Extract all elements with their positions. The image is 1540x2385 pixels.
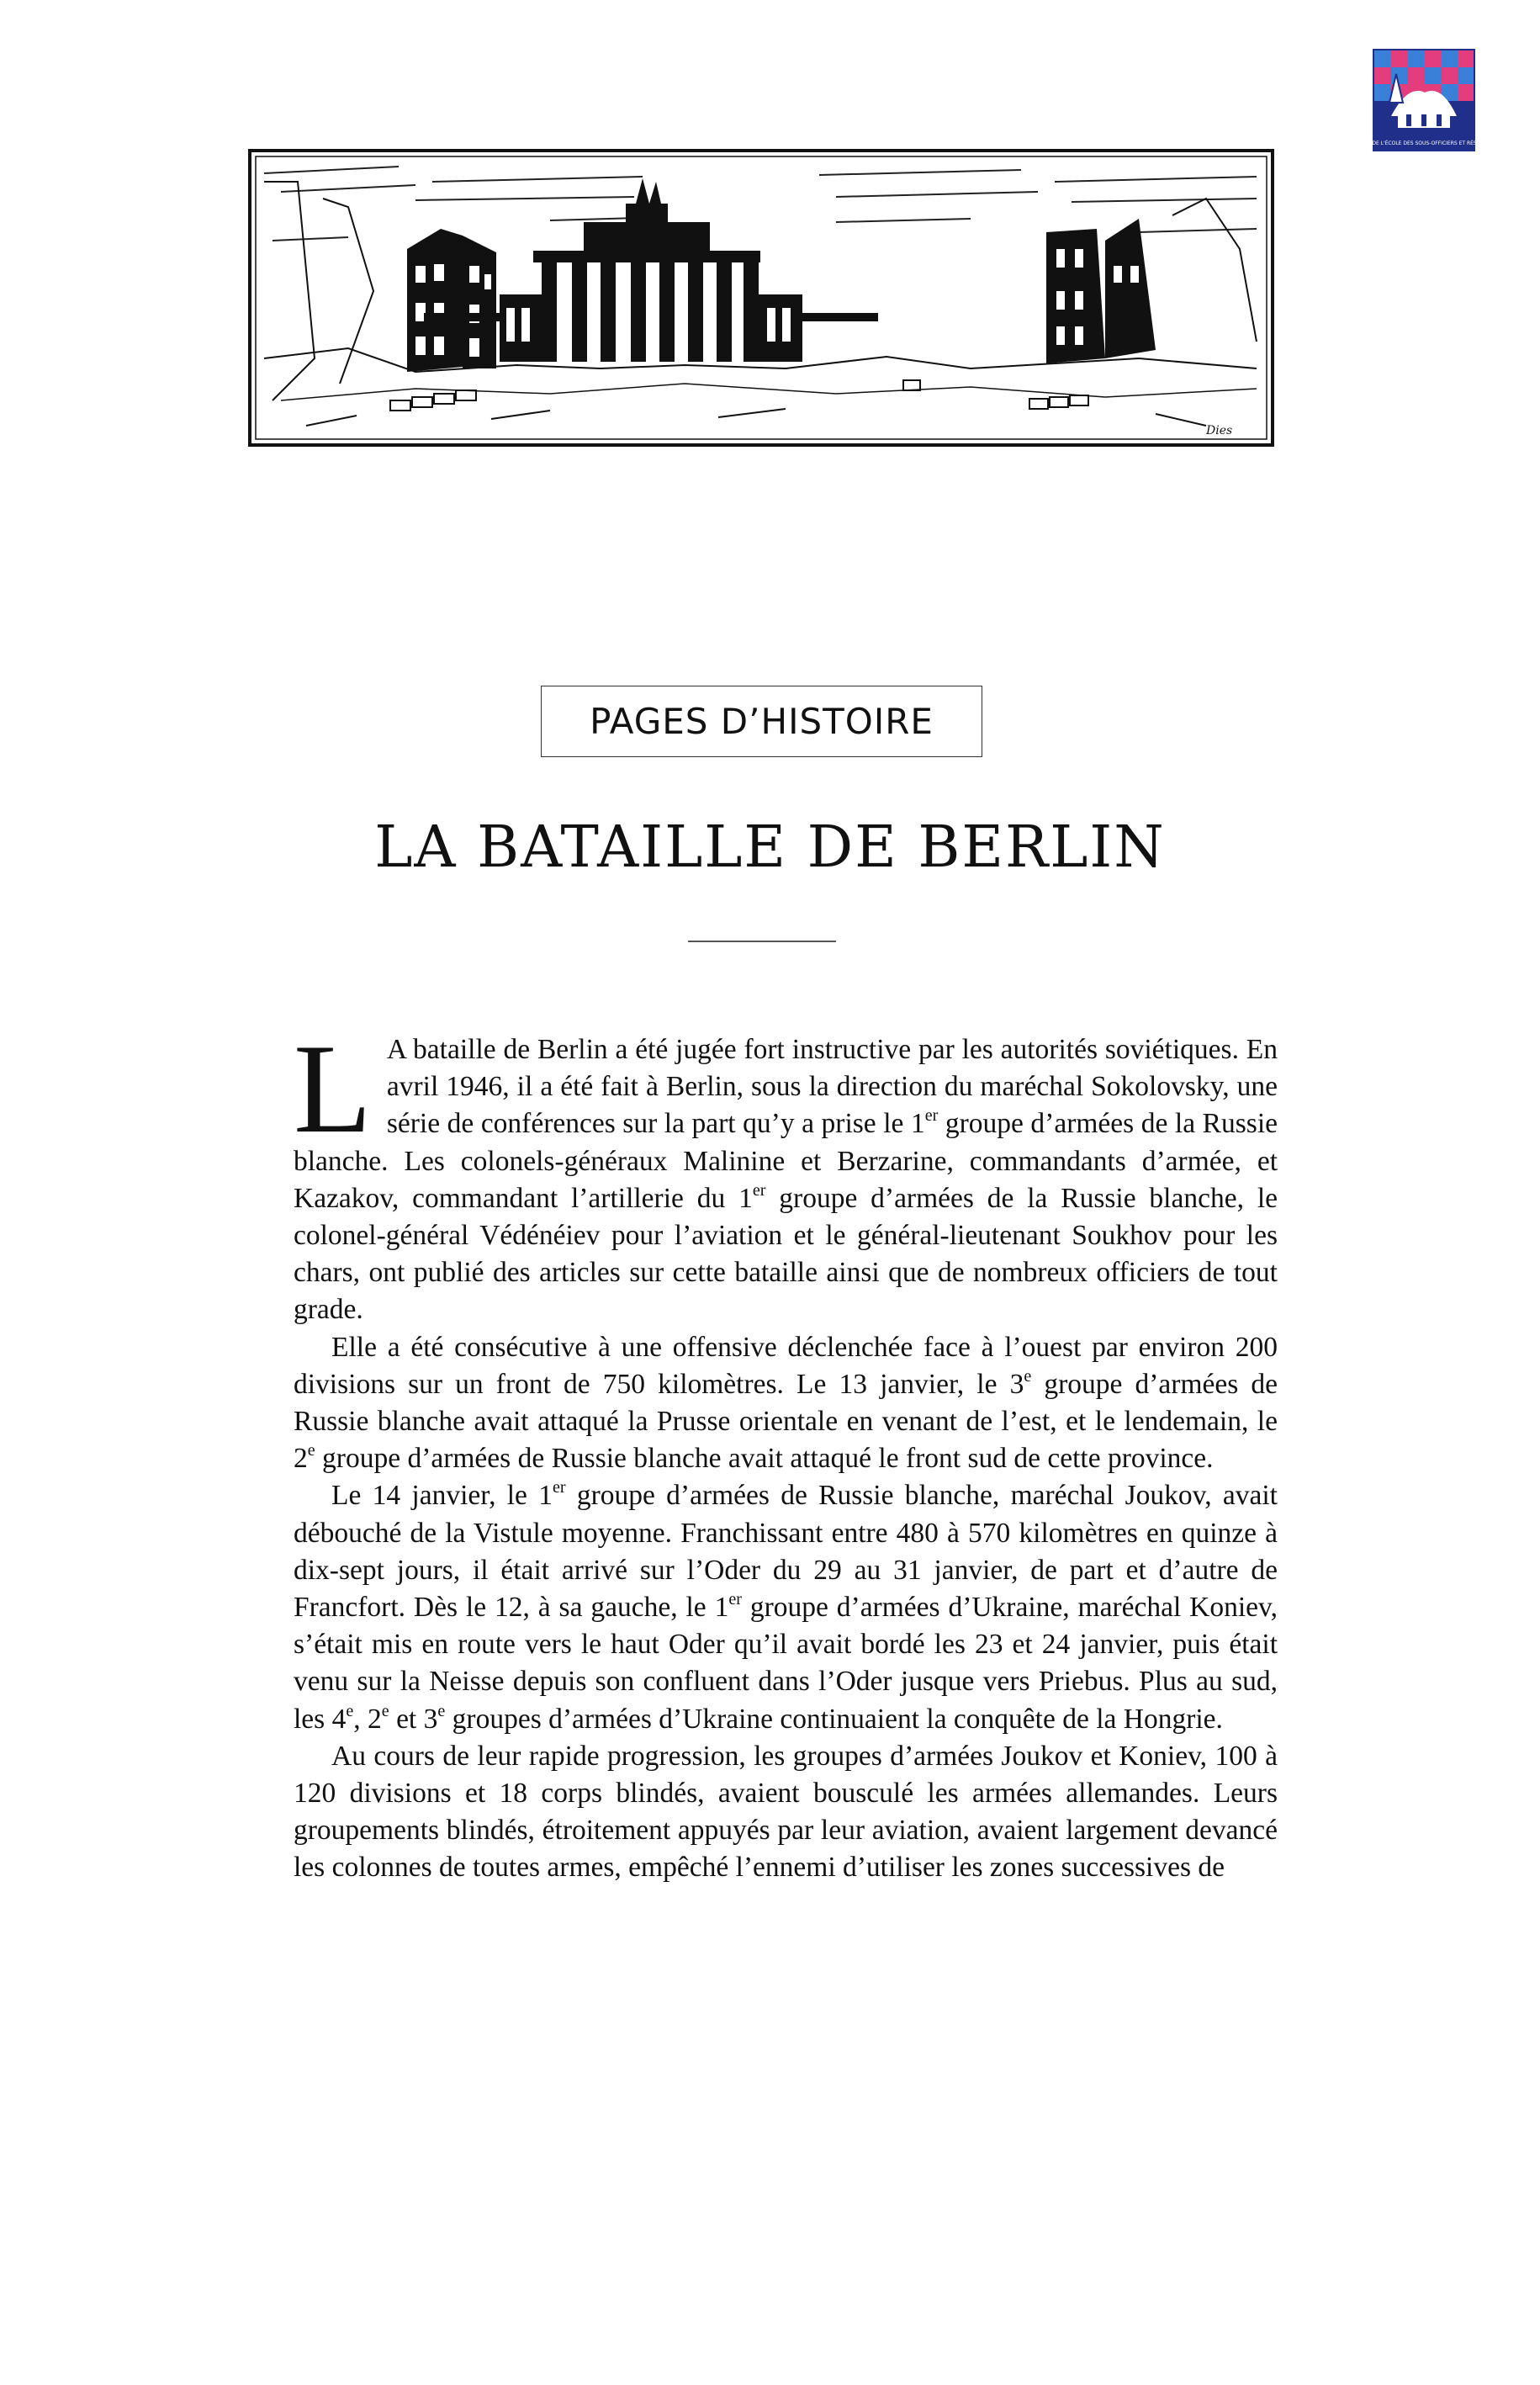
brandenburg-gate-ruins-drawing — [247, 148, 1275, 448]
text-span: et 3 — [389, 1703, 438, 1735]
text-span: A bataille de Berlin a été jugée fort instructive par les autorités soviétiques. En avril 1946, il a été fait à Berlin, sous la direction du maréchal Sokolovsky, une série de conférences sur la part qu’y a prise le 1 — [386, 1034, 1278, 1140]
illustration-signature: Dies — [1206, 424, 1233, 437]
text-span: groupe d’armées de la Russie blanche, le colonel-général Védénéiev pour l’aviation et le général-lieutenant Soukhov pour les chars, ont publié des articles sur cette bataille ainsi que de nombreux officiers de tout grade. — [294, 1182, 1278, 1326]
paragraph-4: Au cours de leur rapide progression, les groupes d’armées Joukov et Koniev, 100 à 120 divisions et 18 corps blindés, avaient bousculé les armées allemandes. Leurs groupements blindés, étroitement appuyés par leur aviation, avaient largement devancé les colonnes de toutes armes, empêché l’ennemi d’utiliser les zones successives de — [294, 1740, 1278, 1884]
ordinal-sup: e — [381, 1701, 389, 1720]
section-kicker: PAGES D’HISTOIRE — [541, 686, 982, 757]
paragraph-1 — [294, 1018, 1278, 1329]
text-span: groupe d’armées d’Ukraine, maréchal Koniev, s’était mis en route vers le haut Oder qu’il avait bordé les 23 et 24 janvier, puis était venu sur la Neisse depuis son confluent dans l’Oder jusque vers Priebus. Plus au sud, les 4 — [294, 1592, 1278, 1735]
ordinal-sup: e — [346, 1701, 354, 1720]
ordinal-sup: er — [752, 1180, 766, 1200]
ordinal-sup: er — [924, 1106, 939, 1126]
paragraph-3 — [294, 1477, 1278, 1737]
ordinal-sup: e — [307, 1441, 315, 1460]
article-body — [294, 1018, 1278, 1887]
drop-cap: L — [294, 1018, 372, 1159]
ordinal-sup: er — [552, 1478, 566, 1497]
logo-caption: LES AMIS DE L'ÉCOLE DES SOUS-OFFICIERS ET RÉSERVISTES — [1347, 140, 1501, 146]
paragraph-2 — [294, 1329, 1278, 1478]
title-divider — [688, 941, 836, 942]
text-span: groupe d’armées de Russie blanche avait attaqué la Prusse orientale en venant de l’est, et le lendemain, le 2 — [294, 1368, 1278, 1475]
sorbonne-dome-logo-icon — [1347, 50, 1501, 150]
page-title: LA BATAILLE DE BERLIN — [374, 814, 1166, 881]
text-span: groupe d’armées de Russie blanche, maréchal Joukov, avait débouché de la Vistule moyenne. Franchissant entre 480 à 570 kilomètres en quinze à dix-sept jours, il était arrivé sur l’Oder du 29 au 31 janvier, de part et d’autre de Francfort. Dès le 12, à sa gauche, le 1 — [294, 1480, 1278, 1624]
text-span: Elle a été consécutive à une offensive déclenchée face à l’ouest par environ 200 divisions sur un front de 750 kilomètres. Le 13 janvier, le 3 — [294, 1331, 1278, 1400]
logo — [1347, 49, 1501, 151]
text-span: Le 14 janvier, le 1 — [331, 1480, 553, 1512]
ordinal-sup: e — [1024, 1366, 1032, 1386]
text-span: , 2 — [353, 1703, 382, 1735]
brandenburg-gate-illustration — [247, 148, 1275, 448]
text-span: groupes d’armées d’Ukraine continuaient la conquête de la Hongrie. — [445, 1703, 1223, 1735]
ordinal-sup: e — [437, 1701, 446, 1720]
text-span: groupe d’armées de la Russie blanche. Les colonels-généraux Malinine et Berzarine, commandants d’armée, et Kazakov, commandant l’artillerie du 1 — [294, 1108, 1278, 1214]
ordinal-sup: er — [728, 1589, 742, 1609]
text-span: groupe d’armées de Russie blanche avait attaqué le front sud de cette province. — [315, 1443, 1214, 1475]
